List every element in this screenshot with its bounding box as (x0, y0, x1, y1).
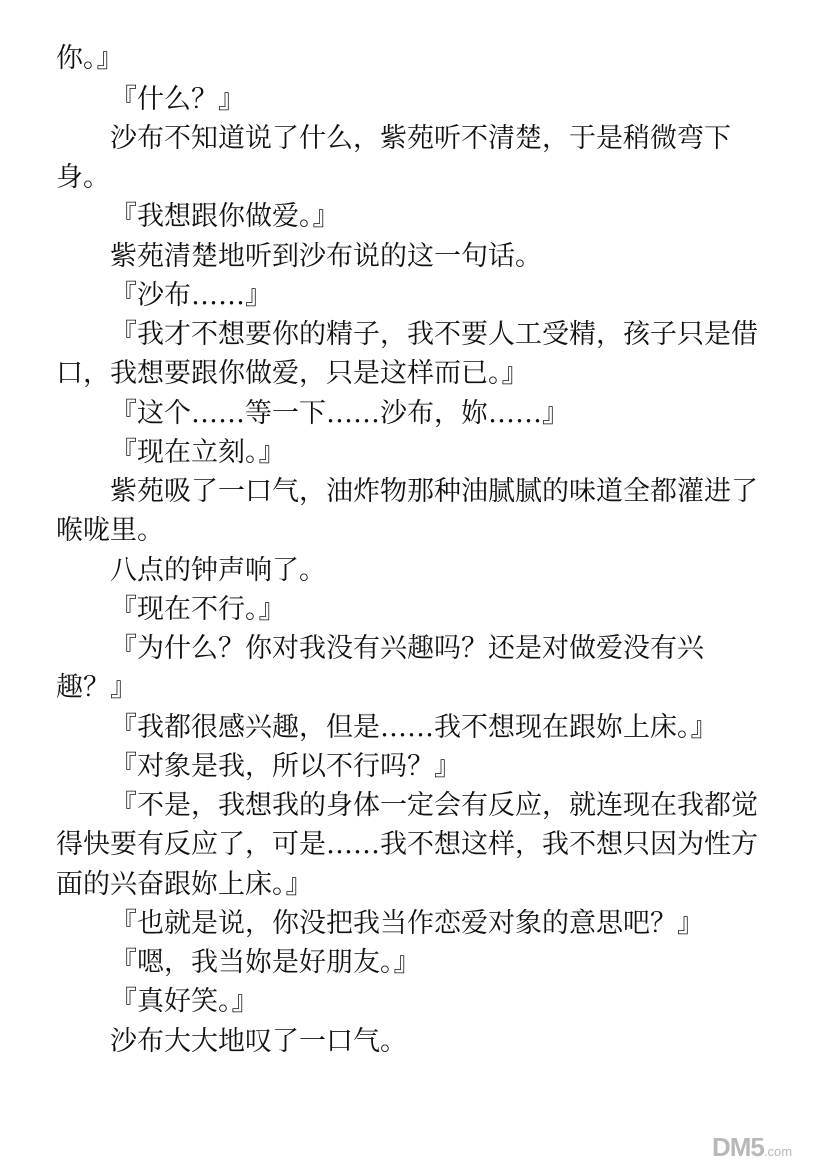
text-line: 『什么？』 (110, 84, 245, 115)
text-line: 『现在不行。』 (110, 594, 286, 625)
text-line: 『沙布……』 (110, 280, 272, 311)
text-line: 沙布不知道说了什么，紫苑听不清楚，于是稍微弯下 (110, 123, 731, 154)
watermark-logo (712, 1132, 816, 1162)
text-line: 『这个……等一下……沙布，妳……』 (110, 398, 569, 429)
text-line: 得快要有反应了，可是……我不想这样，我不想只因为性方 (56, 829, 758, 860)
text-line: 『嗯，我当妳是好朋友。』 (110, 947, 421, 978)
watermark-suffix: .com (763, 1144, 793, 1159)
text-line: 沙布大大地叹了一口气。 (110, 1026, 407, 1057)
text-line: 趣？』 (56, 672, 137, 703)
text-line: 身。 (56, 162, 110, 193)
text-line: 『对象是我，所以不行吗？』 (110, 751, 461, 782)
text-line: 『我才不想要你的精子，我不要人工受精，孩子只是借 (110, 319, 758, 350)
text-line: 『真好笑。』 (110, 986, 259, 1017)
text-line: 『也就是说，你没把我当作恋爱对象的意思吧？』 (110, 908, 704, 939)
text-line: 『现在立刻。』 (110, 437, 286, 468)
text-line: 『我都很感兴趣，但是……我不想现在跟妳上床。』 (110, 712, 718, 743)
text-line: 『我想跟你做爱。』 (110, 201, 340, 232)
text-line: 紫苑清楚地听到沙布说的这一句话。 (110, 241, 542, 272)
text-line: 紫苑吸了一口气，油炸物那种油腻腻的味道全都灌进了 (110, 476, 758, 507)
text-line: 八点的钟声响了。 (110, 555, 326, 586)
text-line: 面的兴奋跟妳上床。』 (56, 869, 313, 900)
text-line: 口，我想要跟你做爱，只是这样而已。』 (56, 358, 529, 389)
watermark-text: DM5 (712, 1132, 764, 1162)
text-line: 『为什么？你对我没有兴趣吗？还是对做爱没有兴 (110, 633, 704, 664)
text-line: 喉咙里。 (56, 515, 164, 546)
text-line: 你。』 (56, 43, 124, 74)
text-line: 『不是，我想我的身体一定会有反应，就连现在我都觉 (110, 790, 758, 821)
